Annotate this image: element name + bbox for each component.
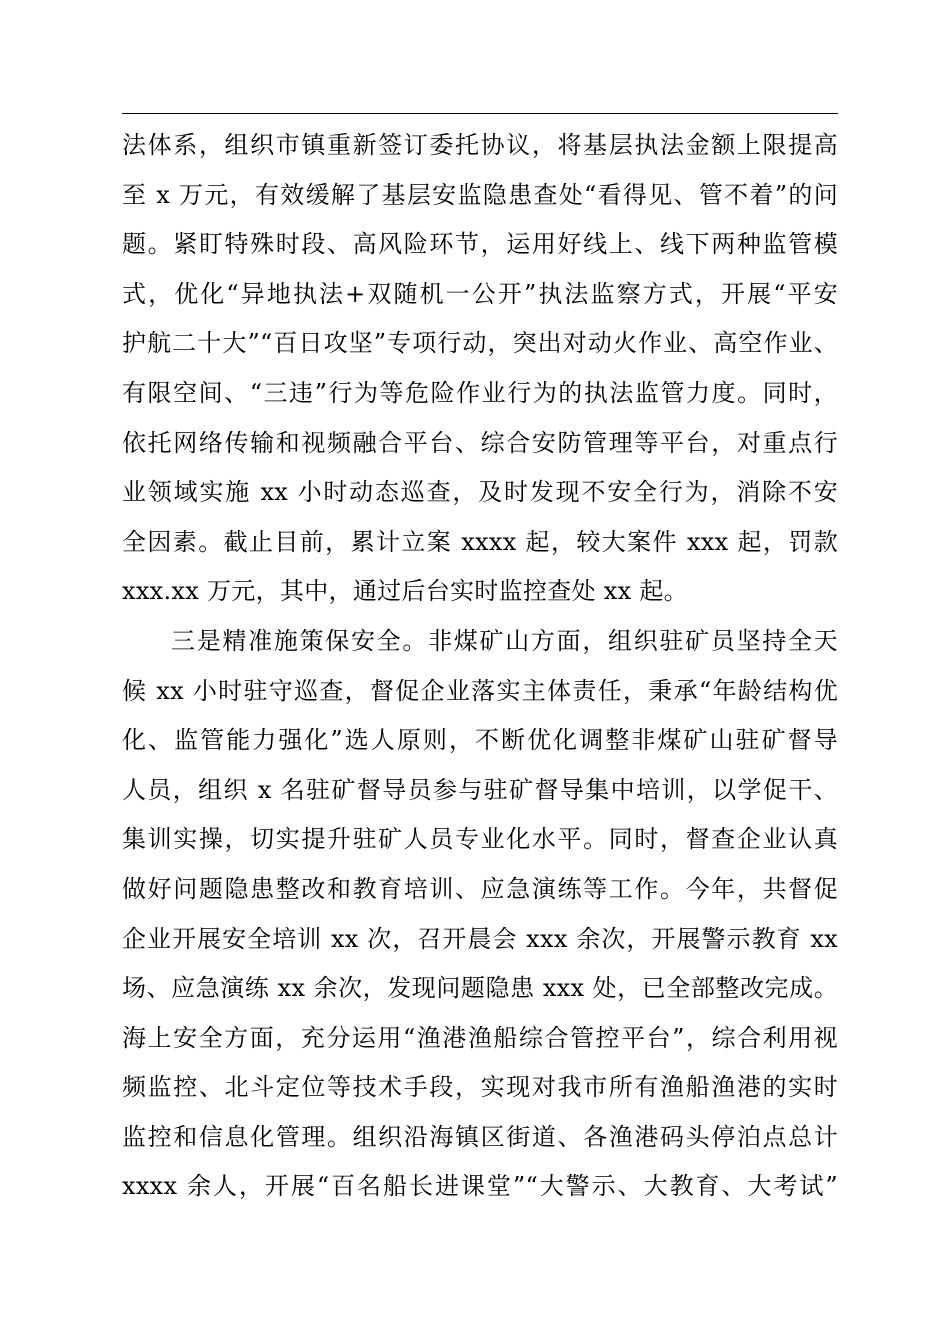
text-line-paragraph-start: 三是精准施策保安全。非煤矿山方面，组织驻矿员坚持全天 xyxy=(171,626,838,655)
text-line: 监控和信息化管理。组织沿海镇区街道、各渔港码头停泊点总计 xyxy=(122,1122,838,1151)
text-line: 海上安全方面，充分运用“渔港渔船综合管控平台”，综合利用视 xyxy=(122,1023,838,1052)
text-line: 式，优化“异地执法+双随机一公开”执法监察方式，开展“平安 xyxy=(122,279,838,308)
text-line: 全因素。截止目前，累计立案 xxxx 起，较大案件 xxx 起，罚款 xyxy=(122,527,838,556)
text-line: 人员，组织 x 名驻矿督导员参与驻矿督导集中培训，以学促干、 xyxy=(122,775,838,804)
body-text xyxy=(122,121,838,1212)
text-line: 依托网络传输和视频融合平台、综合安防管理等平台，对重点行 xyxy=(122,428,838,457)
text-line: 有限空间、“三违”行为等危险作业行为的执法监管力度。同时， xyxy=(122,378,838,407)
text-line: 候 xx 小时驻守巡查，督促企业落实主体责任，秉承“年龄结构优 xyxy=(122,676,838,705)
text-line: 场、应急演练 xx 余次，发现问题隐患 xxx 处，已全部整改完成。 xyxy=(122,974,838,1003)
text-line: 做好问题隐患整改和教育培训、应急演练等工作。今年，共督促 xyxy=(122,874,838,903)
text-line: 频监控、北斗定位等技术手段，实现对我市所有渔船渔港的实时 xyxy=(122,1073,838,1102)
text-line: 集训实操，切实提升驻矿人员专业化水平。同时，督查企业认真 xyxy=(122,825,838,854)
header-rule xyxy=(122,113,838,114)
text-line: 题。紧盯特殊时段、高风险环节，运用好线上、线下两种监管模 xyxy=(122,230,838,259)
text-line: 化、监管能力强化”选人原则，不断优化调整非煤矿山驻矿督导 xyxy=(122,726,838,755)
text-line: 至 x 万元，有效缓解了基层安监隐患查处“看得见、管不着”的问 xyxy=(122,180,838,209)
text-line: xxxx 余人，开展“百名船长进课堂”“大警示、大教育、大考试” xyxy=(122,1172,838,1201)
text-line: 护航二十大”“百日攻坚”专项行动，突出对动火作业、高空作业、 xyxy=(122,329,838,358)
text-line: 法体系，组织市镇重新签订委托协议，将基层执法金额上限提高 xyxy=(122,131,838,159)
text-line: 业领域实施 xx 小时动态巡查，及时发现不安全行为，消除不安 xyxy=(122,478,838,507)
text-line: 企业开展安全培训 xx 次，召开晨会 xxx 余次，开展警示教育 xx xyxy=(122,924,838,953)
text-line-paragraph-end: xxx.xx 万元，其中，通过后台实时监控查处 xx 起。 xyxy=(122,577,688,606)
